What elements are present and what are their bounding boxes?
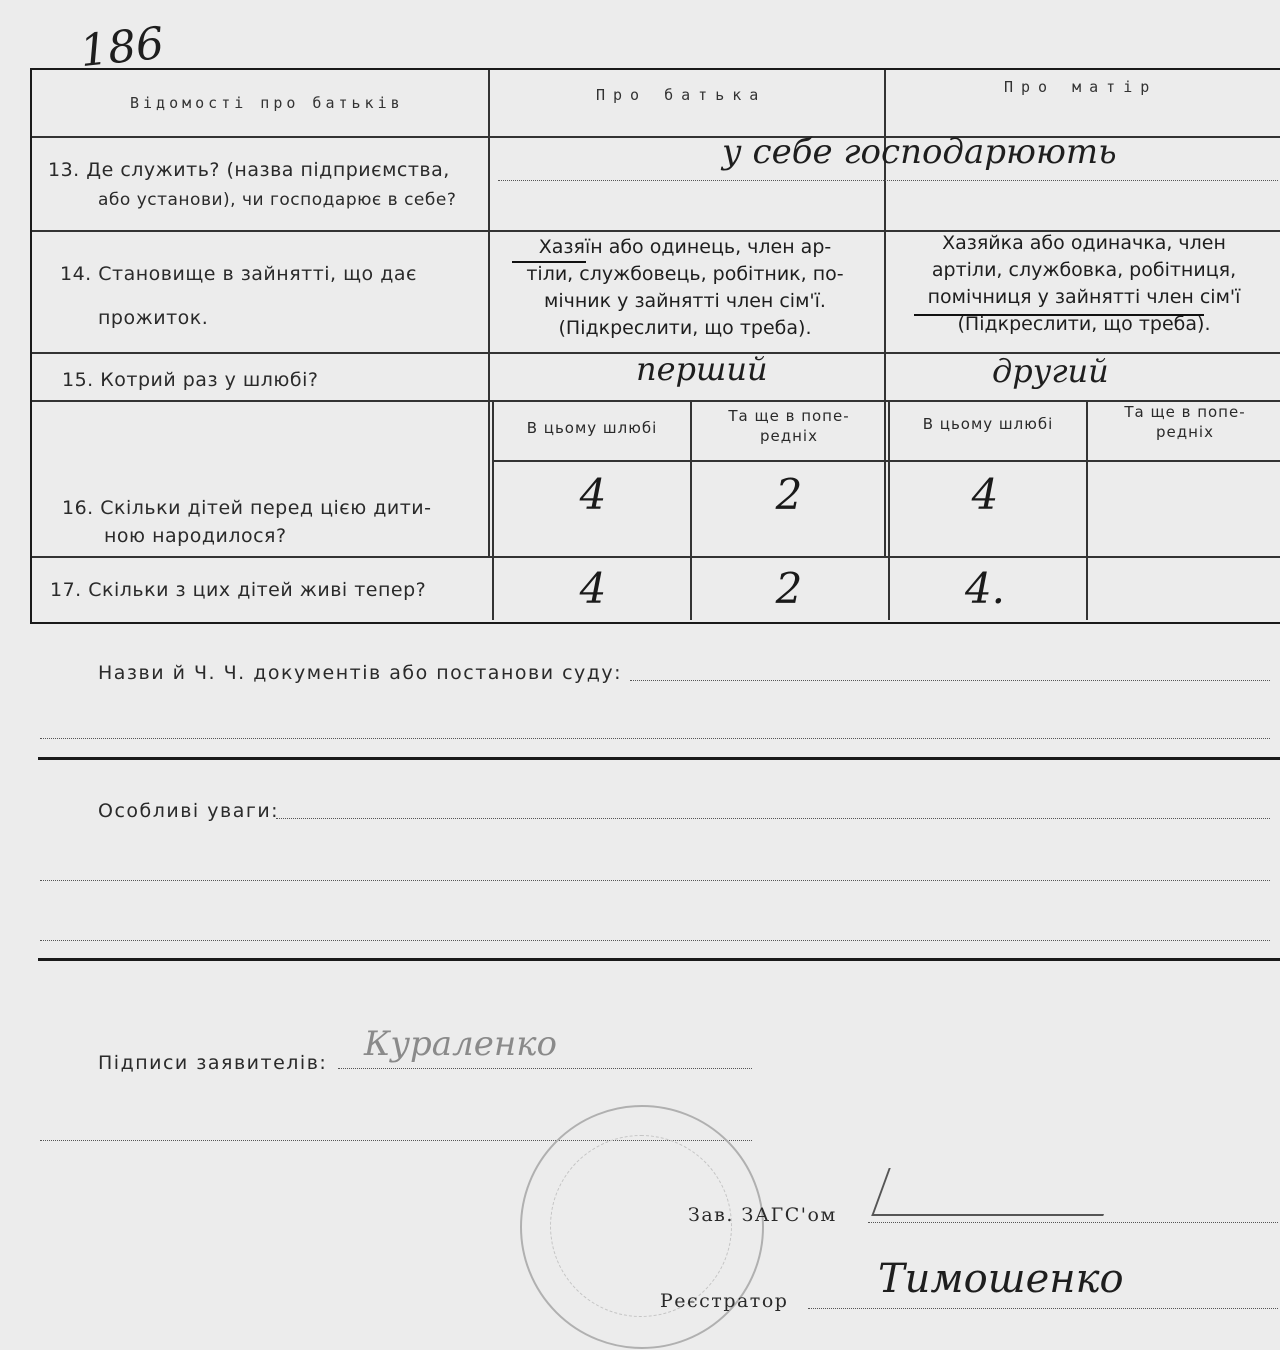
sub-prev-f-line2: редніх <box>760 427 818 445</box>
sub-prev-f-line1: Та ще в попе- <box>728 407 850 425</box>
row13-label-line2: або установи), чи господарює в себе? <box>98 190 457 210</box>
registrar-signature: Тимошенко <box>878 1256 1124 1302</box>
father-opt-line1: Хазяїн або одинець, член ар- <box>538 236 832 258</box>
registrar-label: Реєстратор <box>660 1290 789 1312</box>
row14-label-line1: 14. Становище в зайнятті, що дає <box>60 263 417 285</box>
signatures-label: Підписи заявителів: <box>98 1052 328 1074</box>
applicant-signature: Кураленко <box>364 1024 558 1064</box>
row15-father: перший <box>636 350 768 388</box>
sub-previous-mother <box>1088 402 1280 442</box>
row14-label-line2: прожиток. <box>98 307 209 329</box>
sub-this-marriage-mother: В цьому шлюбі <box>922 415 1054 433</box>
header-col-father: Про батька <box>596 86 767 104</box>
parents-info-table <box>30 68 1280 624</box>
section-divider-2 <box>38 958 1280 961</box>
page-number: 186 <box>77 17 167 78</box>
sub-previous-father <box>692 406 886 446</box>
row15-label: 15. Котрий раз у шлюбі? <box>62 369 319 391</box>
father-opt-line2: тіли, службовець, робітник, по- <box>526 263 844 285</box>
row17-value-mother-this: 4. <box>964 564 1006 613</box>
head-signature-mark <box>871 1168 1120 1216</box>
sub-prev-m-line1: Та ще в попе- <box>1124 403 1246 421</box>
notes-label: Особливі уваги: <box>98 800 280 822</box>
row16-label-line1: 16. Скільки дітей перед цією дити- <box>62 497 432 519</box>
row16-value-father-this: 4 <box>579 470 607 519</box>
mother-opt-line1: Хазяйка або одиначка, член <box>942 232 1226 254</box>
registrar-line <box>808 1308 1278 1309</box>
section-divider-1 <box>38 757 1280 760</box>
row13-answer: у себе господарюють <box>722 132 1117 172</box>
official-seal <box>520 1105 764 1349</box>
row14-father-options <box>500 234 870 342</box>
row15-mother: другий <box>992 352 1109 390</box>
head-registry-line <box>868 1222 1278 1223</box>
row16-value-mother-this: 4 <box>971 470 999 519</box>
notes-line <box>276 818 1270 819</box>
sub-prev-m-line2: редніх <box>1156 423 1214 441</box>
row17-value-father-this: 4 <box>579 564 607 613</box>
signatures-line <box>338 1068 752 1069</box>
mother-opt-line2: артіли, службовка, робітниця, <box>931 259 1237 281</box>
sub-this-marriage-father: В цьому шлюбі <box>526 419 658 437</box>
header-col-parents: Відомості про батьків <box>130 94 404 112</box>
father-opt-line4: (Підкреслити, що треба). <box>558 317 812 339</box>
row17-label: 17. Скільки з цих дітей живі тепер? <box>50 579 427 601</box>
documents-line <box>630 680 1270 681</box>
mother-underline <box>914 314 1204 316</box>
header-col-mother: Про матір <box>1004 78 1158 96</box>
head-registry-label: Зав. ЗАГС'ом <box>688 1204 837 1226</box>
mother-opt-line4: (Підкреслити, що треба). <box>957 313 1211 335</box>
row16-value-father-prev: 2 <box>775 470 803 519</box>
row17-value-father-prev: 2 <box>775 564 803 613</box>
documents-label: Назви й Ч. Ч. документів або постанови суду: <box>98 662 623 684</box>
father-underline <box>512 261 586 263</box>
mother-opt-line3: помічниця у зайнятті член сім'ї <box>927 286 1241 308</box>
father-opt-line3: мічник у зайнятті член сім'ї. <box>544 290 826 312</box>
row16-label-line2: ною народилося? <box>104 525 287 547</box>
row14-mother-options <box>894 230 1274 338</box>
row13-label-line1: 13. Де служить? (назва підприємства, <box>48 159 450 181</box>
